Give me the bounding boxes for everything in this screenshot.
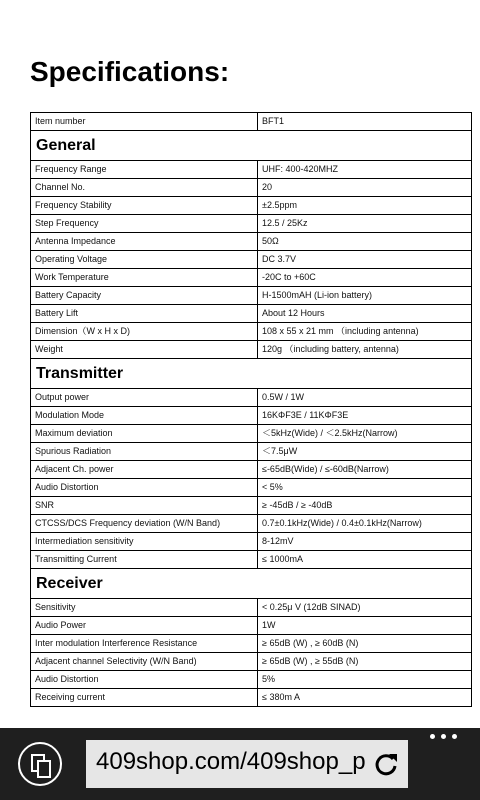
spec-value: DC 3.7V	[258, 251, 472, 269]
spec-value: ≥ 65dB (W) , ≥ 55dB (N)	[258, 653, 472, 671]
spec-value: < 5%	[258, 479, 472, 497]
spec-label: Transmitting Current	[31, 551, 258, 569]
spec-value: 20	[258, 179, 472, 197]
table-row	[31, 425, 472, 443]
spec-value: < 0.25μ V (12dB SINAD)	[258, 599, 472, 617]
table-row	[31, 407, 472, 425]
table-row	[31, 305, 472, 323]
page-title: Specifications:	[30, 56, 230, 87]
table-row	[31, 269, 472, 287]
more-icon[interactable]	[428, 734, 460, 744]
table-row	[31, 689, 472, 707]
spec-value: ±2.5ppm	[258, 197, 472, 215]
spec-label: Battery Capacity	[31, 287, 258, 305]
spec-label: Receiving current	[31, 689, 258, 707]
dot	[430, 734, 435, 739]
spec-label: Item number	[31, 113, 258, 131]
dot	[452, 734, 457, 739]
spec-label: Operating Voltage	[31, 251, 258, 269]
table-row	[31, 113, 472, 131]
spec-value: ＜7.5μW	[258, 443, 472, 461]
refresh-icon[interactable]	[372, 750, 400, 778]
table-row	[31, 617, 472, 635]
spec-value: 0.5W / 1W	[258, 389, 472, 407]
spec-value: ≤ 1000mA	[258, 551, 472, 569]
spec-label: Audio Distortion	[31, 671, 258, 689]
spec-label: Adjacent channel Selectivity (W/N Band)	[31, 653, 258, 671]
spec-value: UHF: 400-420MHZ	[258, 161, 472, 179]
spec-label: Adjacent Ch. power	[31, 461, 258, 479]
table-row	[31, 443, 472, 461]
spec-value: -20C to +60C	[258, 269, 472, 287]
spec-value: ≤-65dB(Wide) / ≤-60dB(Narrow)	[258, 461, 472, 479]
section-heading-row	[31, 359, 472, 389]
spec-label: Step Frequency	[31, 215, 258, 233]
spec-value: 108 x 55 x 21 mm （including antenna)	[258, 323, 472, 341]
table-row	[31, 197, 472, 215]
table-row	[31, 323, 472, 341]
table-row	[31, 497, 472, 515]
spec-value: BFT1	[258, 113, 472, 131]
spec-value: 8-12mV	[258, 533, 472, 551]
spec-label: Intermediation sensitivity	[31, 533, 258, 551]
section-heading-row	[31, 569, 472, 599]
table-row	[31, 251, 472, 269]
table-row	[31, 479, 472, 497]
spec-label: CTCSS/DCS Frequency deviation (W/N Band)	[31, 515, 258, 533]
spec-value: 1W	[258, 617, 472, 635]
spec-label: Weight	[31, 341, 258, 359]
spec-value: 5%	[258, 671, 472, 689]
browser-app-bar	[0, 728, 480, 800]
table-row	[31, 551, 472, 569]
spec-label: Dimension（W x H x D)	[31, 323, 258, 341]
spec-value: 0.7±0.1kHz(Wide) / 0.4±0.1kHz(Narrow)	[258, 515, 472, 533]
spec-value: 12.5 / 25Kz	[258, 215, 472, 233]
section-heading: Transmitter	[31, 359, 472, 389]
tabs-button[interactable]	[18, 742, 62, 786]
spec-label: Output power	[31, 389, 258, 407]
spec-value: ≤ 380m A	[258, 689, 472, 707]
spec-label: Audio Power	[31, 617, 258, 635]
spec-label: Battery Lift	[31, 305, 258, 323]
spec-table	[30, 112, 472, 707]
spec-label: Audio Distortion	[31, 479, 258, 497]
table-row	[31, 533, 472, 551]
spec-label: Sensitivity	[31, 599, 258, 617]
table-row	[31, 389, 472, 407]
table-row	[31, 179, 472, 197]
table-row	[31, 635, 472, 653]
tabs-icon-front	[37, 760, 51, 778]
spec-value: H-1500mAH (Li-ion battery)	[258, 287, 472, 305]
table-row	[31, 653, 472, 671]
spec-value: ≥ 65dB (W) , ≥ 60dB (N)	[258, 635, 472, 653]
dot	[441, 734, 446, 739]
table-row	[31, 215, 472, 233]
spec-value: ＜5kHz(Wide) / ＜2.5kHz(Narrow)	[258, 425, 472, 443]
spec-label: Work Temperature	[31, 269, 258, 287]
section-heading: General	[31, 131, 472, 161]
table-row	[31, 599, 472, 617]
spec-label: Frequency Range	[31, 161, 258, 179]
section-heading-row	[31, 131, 472, 161]
table-row	[31, 671, 472, 689]
address-bar[interactable]	[86, 740, 408, 788]
spec-label: Channel No.	[31, 179, 258, 197]
spec-label: Inter modulation Interference Resistance	[31, 635, 258, 653]
table-row	[31, 515, 472, 533]
url-text: 409shop.com/409shop_p	[96, 748, 366, 775]
section-heading: Receiver	[31, 569, 472, 599]
spec-value: 120g （including battery, antenna)	[258, 341, 472, 359]
table-row	[31, 233, 472, 251]
spec-label: Frequency Stability	[31, 197, 258, 215]
table-row	[31, 161, 472, 179]
spec-value: About 12 Hours	[258, 305, 472, 323]
table-row	[31, 287, 472, 305]
spec-value: 16KΦF3E / 11KΦF3E	[258, 407, 472, 425]
spec-label: SNR	[31, 497, 258, 515]
table-row	[31, 461, 472, 479]
spec-label: Maximum deviation	[31, 425, 258, 443]
spec-value: 50Ω	[258, 233, 472, 251]
spec-value: ≥ -45dB / ≥ -40dB	[258, 497, 472, 515]
table-row	[31, 341, 472, 359]
spec-label: Spurious Radiation	[31, 443, 258, 461]
spec-label: Antenna Impedance	[31, 233, 258, 251]
spec-label: Modulation Mode	[31, 407, 258, 425]
